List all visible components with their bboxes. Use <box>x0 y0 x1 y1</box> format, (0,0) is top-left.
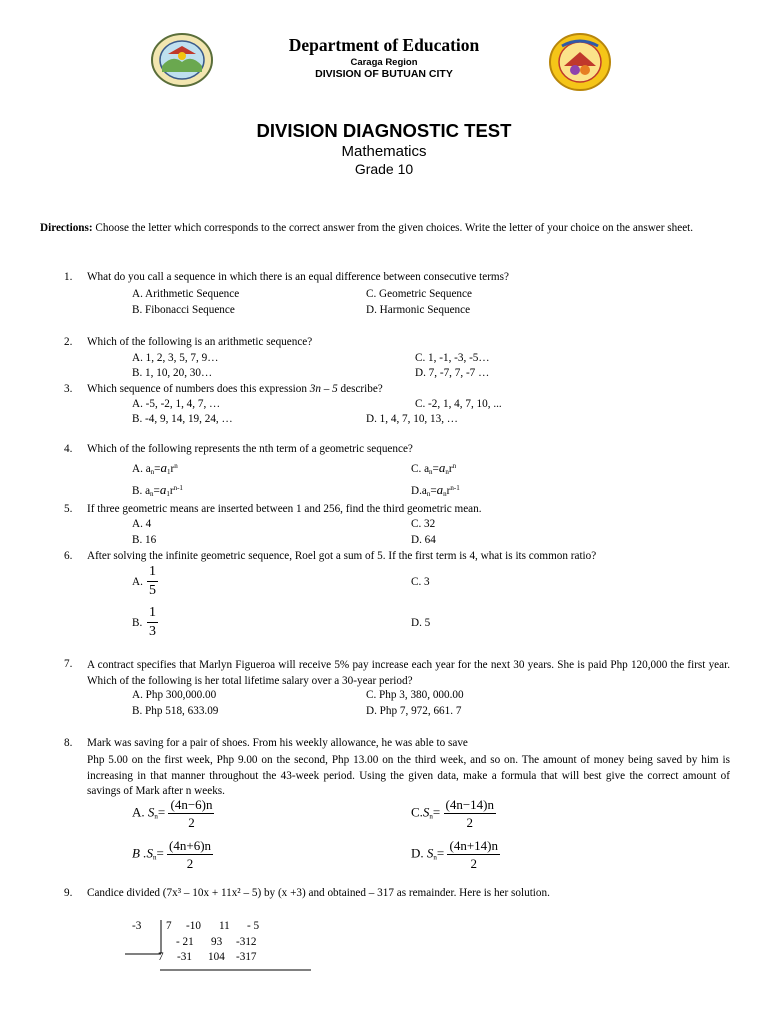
subscript: n <box>152 853 157 862</box>
question-text-part: Which sequence of numbers does this expression <box>87 383 310 395</box>
choice-b <box>132 482 183 498</box>
fraction-bar <box>447 854 500 855</box>
choice-b-formula <box>132 838 213 871</box>
choice-d: D. 1, 4, 7, 10, 13, … <box>366 413 458 425</box>
fraction <box>444 797 497 830</box>
choice-c-formula <box>411 797 496 830</box>
subscript: n <box>443 490 447 498</box>
subscript: 1 <box>166 468 171 476</box>
choice-c: C. -2, 1, 4, 7, 10, ... <box>415 398 502 410</box>
question-text-part: describe? <box>337 383 383 395</box>
choice-b: B. 16 <box>132 534 157 546</box>
choice-d: D. Harmonic Sequence <box>366 304 471 316</box>
subscript: n <box>426 490 431 498</box>
choice-label: C. <box>411 463 422 475</box>
denominator: 2 <box>186 856 194 871</box>
fraction <box>168 797 214 830</box>
denominator: 2 <box>466 815 474 830</box>
subscript: n <box>150 490 154 498</box>
numerator: (4n−6)n <box>170 797 213 812</box>
grade-level: Grade 10 <box>354 161 414 177</box>
fraction-bar <box>444 813 497 814</box>
denominator: 2 <box>470 856 477 871</box>
question-number: 8. <box>64 737 73 749</box>
division-cell: - 5 <box>247 920 260 932</box>
term-a: a <box>159 482 167 497</box>
subscript: 1 <box>166 490 170 498</box>
exponent: n <box>452 462 457 470</box>
numerator: (4n−14)n <box>445 797 495 812</box>
divisor: -3 <box>132 920 142 932</box>
choice-a: A. Php 300,000.00 <box>132 689 217 701</box>
choice-b: B. Php 518, 633.09 <box>132 705 219 717</box>
fraction <box>447 838 500 871</box>
lhs: S <box>426 845 434 861</box>
term-r: r <box>169 485 174 497</box>
division-cell: 7 <box>166 920 172 932</box>
question-number: 9. <box>64 887 73 899</box>
question-number: 3. <box>64 383 73 395</box>
question-text: Which of the following represents the nth term of a geometric sequence? <box>87 443 413 455</box>
question-text: Candice divided (7x³ – 10x + 11x² – 5) by (x +3) and obtained – 317 as remainder. Here is her solution. <box>87 887 550 899</box>
equals: = <box>436 845 445 861</box>
term-a: a <box>145 463 151 475</box>
numerator: 1 <box>149 564 156 579</box>
choice-d <box>411 482 460 498</box>
term-a: a <box>438 460 446 475</box>
choice-c: C. 1, -1, -3, -5… <box>415 352 490 364</box>
expression: 3n – 5 <box>309 383 338 395</box>
choice-a <box>132 460 178 476</box>
choice-a: A. 1, 2, 3, 5, 7, 9… <box>132 352 219 364</box>
equals: = <box>157 804 166 820</box>
question-number: 4. <box>64 443 73 455</box>
question-number: 2. <box>64 336 73 348</box>
test-title: DIVISION DIAGNOSTIC TEST <box>256 120 512 141</box>
choice-c: C. 3 <box>411 576 430 588</box>
choice-label: A. <box>132 463 143 475</box>
question-text <box>87 383 383 395</box>
term-a: a <box>421 485 427 497</box>
question-text: Php 5.00 on the first week, Php 9.00 on the second, Php 13.00 on the third week, and so on. The amount of money being saved by him is increasing in that manner throughout the 43-week period. Using the given data, make a formula that will best give the correct amount of savings of Mark after n weeks. <box>87 754 730 797</box>
numerator: (4n+14)n <box>449 838 498 853</box>
division-cell: -312 <box>236 936 257 948</box>
question-text: Which of the following is an arithmetic sequence? <box>87 336 313 348</box>
question-number: 6. <box>64 550 73 562</box>
fraction-bar <box>167 854 213 855</box>
directions-label: Directions: <box>40 222 93 234</box>
choice-a: A. 4 <box>132 518 152 530</box>
term-a: a <box>424 463 430 475</box>
choice-label: D. <box>411 485 422 497</box>
choice-d: D. 7, -7, 7, -7 … <box>415 367 490 379</box>
division-name: DIVISION OF BUTUAN CITY <box>315 68 453 80</box>
lhs: S <box>422 804 430 820</box>
question-number: 5. <box>64 503 73 515</box>
question-text: A contract specifies that Marlyn Figueroa will receive 5% pay increase each year for the next 30 years. She is paid Php 120,000 the first year. Which of the following is her total lifetime salary over a 30-year period? <box>87 659 730 687</box>
term-r: r <box>448 463 453 475</box>
choice-label: D. <box>411 845 427 861</box>
subscript: n <box>429 812 433 821</box>
term-r: r <box>446 485 451 497</box>
choice-a-formula <box>132 797 214 830</box>
question-number: 7. <box>64 658 73 670</box>
fraction-bar <box>147 581 158 582</box>
choice-d: D. 5 <box>411 617 431 629</box>
exponent: n-1 <box>450 484 460 492</box>
fraction-bar <box>147 622 158 623</box>
choice-d: D. Php 7, 972, 661. 7 <box>366 705 462 717</box>
choice-a-label: A. <box>132 576 143 588</box>
equals: = <box>153 485 160 497</box>
subject-title: Mathematics <box>341 143 427 160</box>
division-cell: - 21 <box>176 936 194 948</box>
subscript: n <box>150 468 155 476</box>
region-name: Caraga Region <box>350 57 418 68</box>
division-cell: -10 <box>186 920 201 932</box>
choice-b: B. Fibonacci Sequence <box>132 304 235 316</box>
choice-label: B. <box>132 485 143 497</box>
term-a: a <box>436 482 444 497</box>
choice-label: A. <box>132 804 148 820</box>
lhs: S <box>146 845 153 861</box>
choice-c <box>411 460 456 476</box>
question-text: If three geometric means are inserted between 1 and 256, find the third geometric mean. <box>87 503 482 515</box>
choice-b: B. 1, 10, 20, 30… <box>132 367 213 379</box>
question-number: 1. <box>64 271 73 283</box>
equals: = <box>156 845 164 861</box>
exponent: n <box>174 462 178 470</box>
fraction <box>167 838 213 871</box>
choice-label: C. <box>411 804 423 820</box>
division-cell: 7 <box>158 951 164 963</box>
question-text-line1: Mark was saving for a pair of shoes. From his weekly allowance, he was able to save <box>87 737 468 749</box>
choice-d: D. 64 <box>411 534 436 546</box>
subscript: n <box>429 468 433 476</box>
division-lines <box>120 915 320 975</box>
choice-a-fraction <box>147 564 158 599</box>
choice-b: B. -4, 9, 14, 19, 24, … <box>132 413 233 425</box>
fraction-bar <box>168 813 214 814</box>
choice-label: B . <box>132 845 147 861</box>
division-cell: -31 <box>177 951 192 963</box>
term-a: a <box>160 460 167 475</box>
lhs: S <box>147 804 155 820</box>
choice-a: A. Arithmetic Sequence <box>132 288 240 300</box>
denominator: 5 <box>149 583 156 598</box>
division-cell: 93 <box>211 936 223 948</box>
choice-b-label: B. <box>132 617 143 629</box>
choice-d-formula <box>411 838 500 871</box>
choice-c: C. Php 3, 380, 000.00 <box>366 689 464 701</box>
department-name: Department of Education <box>288 35 480 55</box>
division-cell: -317 <box>236 951 257 963</box>
term-a: a <box>145 485 151 497</box>
equals: = <box>432 804 441 820</box>
subscript: n <box>433 853 437 862</box>
choice-c: C. Geometric Sequence <box>366 288 472 300</box>
choice-b-fraction <box>147 605 158 640</box>
subscript: n <box>445 468 449 476</box>
numerator: (4n+6)n <box>169 838 212 853</box>
directions <box>40 220 730 236</box>
exponent: n-1 <box>173 484 183 492</box>
choice-c: C. 32 <box>411 518 436 530</box>
denominator: 3 <box>149 624 156 639</box>
numerator: 1 <box>149 605 156 620</box>
choice-a: A. -5, -2, 1, 4, 7, … <box>132 398 221 410</box>
division-cell: 104 <box>208 951 225 963</box>
question-text: What do you call a sequence in which there is an equal difference between consecutive terms? <box>87 271 509 283</box>
equals: = <box>154 463 161 475</box>
equals: = <box>430 485 437 497</box>
subscript: n <box>154 812 158 821</box>
equals: = <box>432 463 439 475</box>
division-cell: 11 <box>219 920 230 932</box>
directions-text: Choose the letter which corresponds to the correct answer from the given choices. Write the letter of your choice on the answer sheet. <box>92 222 694 234</box>
question-text: After solving the infinite geometric sequence, Roel got a sum of 5. If the first term is 4, what is its common ratio? <box>87 550 597 562</box>
denominator: 2 <box>188 815 195 830</box>
term-r: r <box>170 463 175 475</box>
